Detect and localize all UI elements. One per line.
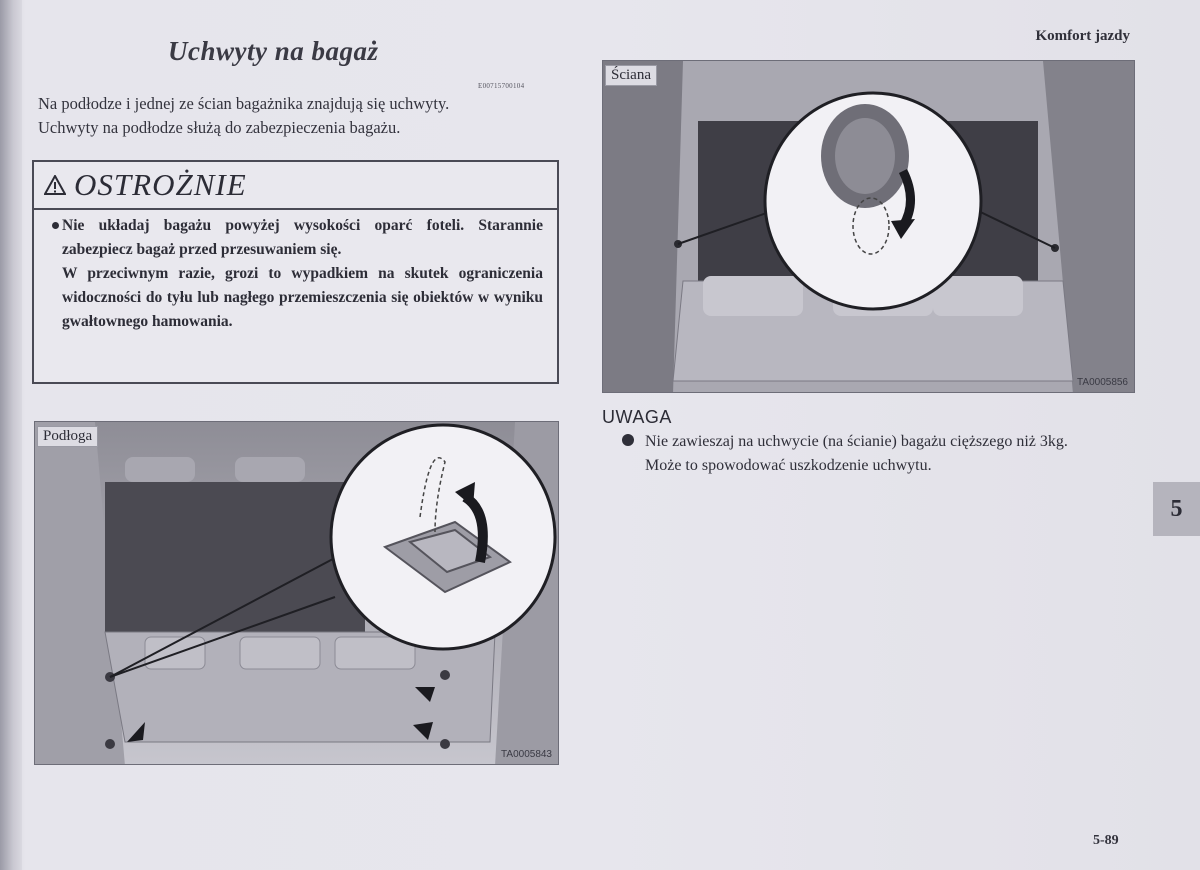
cargo-floor-illustration (35, 422, 559, 765)
note-body (645, 430, 1155, 478)
warning-box (32, 160, 559, 384)
document-code: E00715700104 (478, 82, 525, 90)
cargo-wall-illustration (603, 61, 1135, 393)
warning-header (34, 162, 557, 210)
note-line-2: Może to spowodować uszkodzenie uchwytu. (645, 457, 932, 474)
warning-paragraph-2: W przeciwnym razie, grozi to wypadkiem na skutek ograniczenia widoczności do tyłu lub nagłego przemieszczenia się obiektów w wyniku gwałtownego hamowania. (62, 265, 543, 330)
floor-hooks-figure (34, 421, 559, 765)
warning-body (34, 210, 557, 334)
note-line-1: Nie zawieszaj na uchwycie (na ścianie) bagażu cięższego niż 3kg. (645, 433, 1068, 450)
warning-paragraph-1: Nie układaj bagażu powyżej wysokości oparć foteli. Starannie zabezpiecz bagaż przed przesuwaniem się. (62, 217, 543, 258)
intro-line-2: Uchwyty na podłodze służą do zabezpieczenia bagażu. (38, 118, 401, 137)
warning-triangle-icon (44, 175, 66, 195)
intro-line-1: Na podłodze i jednej ze ścian bagażnika znajdują się uchwyty. (38, 94, 450, 113)
book-spine (0, 0, 22, 870)
bullet-icon (52, 222, 59, 229)
running-header: Komfort jazdy (1035, 28, 1130, 44)
floor-figure-label: Podłoga (37, 426, 98, 447)
wall-figure-code: TA0005856 (1077, 377, 1128, 388)
warning-title: OSTROŻNIE (74, 167, 247, 202)
wall-figure-label: Ściana (605, 65, 657, 86)
bullet-icon (622, 434, 634, 446)
wall-hook-figure (602, 60, 1135, 393)
section-title: Uchwyty na bagaż (168, 36, 379, 66)
page-number: 5-89 (1093, 833, 1119, 848)
note-title: UWAGA (602, 407, 672, 427)
chapter-tab: 5 (1153, 482, 1200, 536)
intro-text (38, 92, 563, 140)
floor-figure-code: TA0005843 (501, 749, 552, 760)
